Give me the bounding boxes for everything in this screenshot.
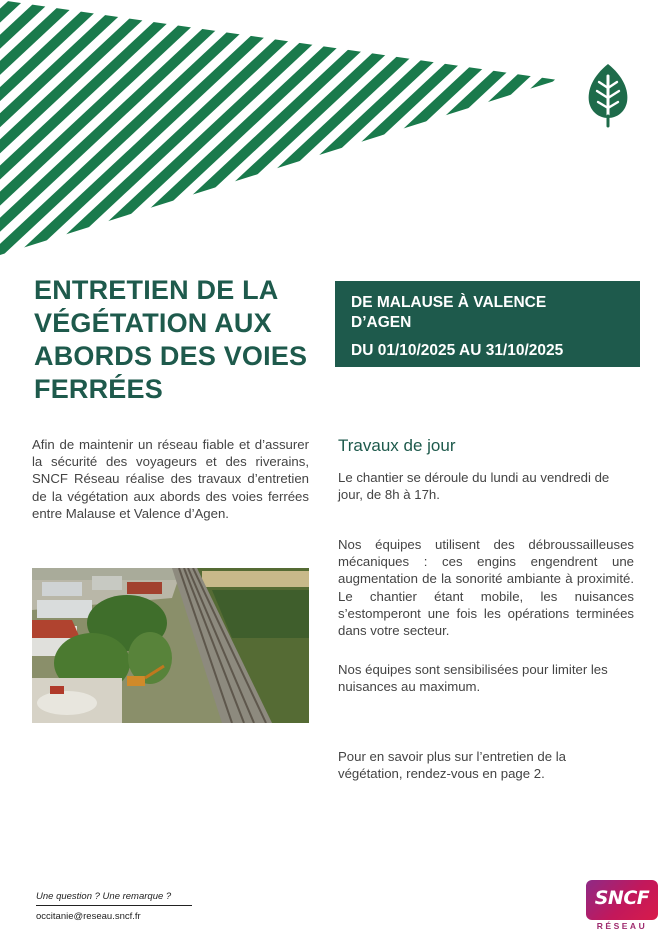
more-info-paragraph: Pour en savoir plus sur l’entretien de la végétation, rendez-vous en page 2. [338, 749, 566, 782]
intro-text: Afin de maintenir un réseau fiable et d’assurer la sécurité des voyageurs et des riverains, SNCF Réseau réalise des travaux d’entretien de la végétation aux abords des voies ferrées entre Malause et Valence d’Agen. [32, 437, 309, 521]
page-title [34, 274, 334, 406]
equipment-paragraph: Nos équipes utilisent des débroussailleuses mécaniques : ces engins engendrent une augmentation de la sonorité ambiante à proximité. Le chantier étant mobile, les nuisances s’estomperont une fois les opérations terminées dans votre secteur. [338, 537, 634, 639]
stripe [448, 0, 672, 260]
banner-dates: DU 01/10/2025 AU 31/10/2025 [351, 342, 564, 359]
stripe [532, 0, 672, 260]
section-title: Travaux de jour [338, 436, 456, 455]
stripe [504, 0, 672, 260]
logo-brand: SNCF [594, 887, 650, 909]
stripe [392, 0, 672, 260]
title-line: ABORDS DES VOIES [34, 341, 308, 371]
sncf-logo [586, 880, 658, 934]
stripe [364, 0, 672, 260]
aerial-photo [32, 568, 309, 723]
header-stripes [0, 0, 672, 260]
stripe [644, 0, 672, 260]
leaf-icon [583, 62, 633, 128]
title-line: VÉGÉTATION AUX [34, 308, 272, 338]
schedule-paragraph: Le chantier se déroule du lundi au vendredi de jour, de 8h à 17h. [338, 470, 610, 503]
stripe [476, 0, 672, 260]
title-line: ENTRETIEN DE LA [34, 275, 279, 305]
stripe [560, 0, 672, 260]
contact-block [36, 891, 192, 922]
banner-location: DE MALAUSE À VALENCE D’AGEN [351, 294, 547, 331]
title-line: FERRÉES [34, 374, 163, 404]
logo-subtitle: RÉSEAU [596, 921, 648, 931]
awareness-paragraph: Nos équipes sont sensibilisées pour limiter les nuisances au maximum. [338, 662, 608, 695]
stripe [588, 0, 672, 260]
stripe [420, 0, 672, 260]
stripe [616, 0, 672, 260]
contact-email[interactable]: occitanie@reseau.sncf.fr [36, 911, 141, 922]
contact-question: Une question ? Une remarque ? [36, 891, 192, 906]
info-banner [335, 281, 640, 367]
